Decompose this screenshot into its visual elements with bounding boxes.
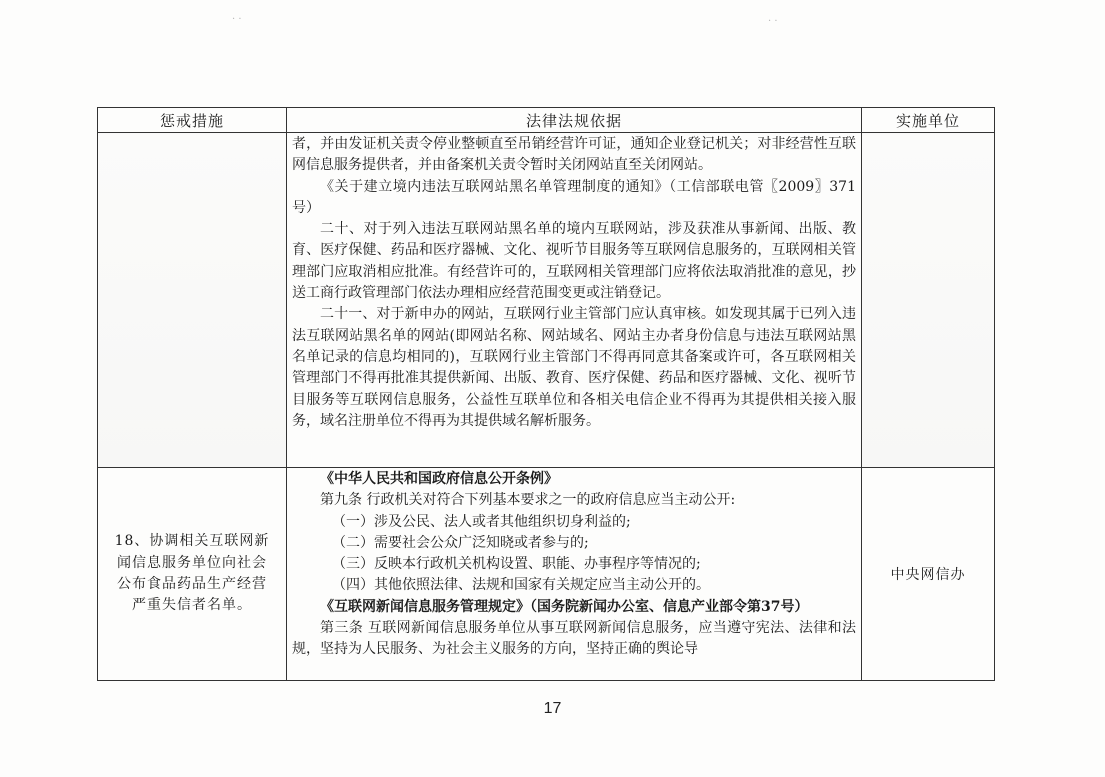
law-document-title: 《互联网新闻信息服务管理规定》（国务院新闻办公室、信息产业部令第37号）: [320, 598, 809, 615]
scan-speck: · ·: [768, 16, 778, 27]
law-paragraph: 二十一、对于新申办的网站，互联网行业主管部门应认真审核。如发现其属于已列入违法互联网站黑名单的网站(即网站名称、网站域名、网站主办者身份信息与违法互联网站黑名单记录的信息均相同的)，互联网行业主管部门不得再同意其备案或许可，各互联网相关管理部门不得再批准其提供新闻、出版、教育、医疗保健、药品和医疗器械、文化、视听节目服务等互联网信息服务，公益性互联单位和各相关电信企业不得再为其提供相关接入服务，域名注册单位不得再为其提供域名解析服务。: [292, 306, 856, 429]
credit-measures-table: [97, 107, 995, 681]
law-clause: （二）需要社会公众广泛知晓或者参与的;: [332, 534, 589, 551]
law-document-title: 《关于建立境内违法互联网站黑名单管理制度的通知》（工信部联电管〖2009〗371号）: [292, 178, 856, 216]
law-paragraph: 者，并由发证机关责令停业整顿直至吊销经营许可证，通知企业登记机关；对非经营性互联网信息服务提供者，并由备案机关责令暂时关闭网站直至关闭网站。: [292, 136, 856, 174]
table-header-row: [98, 108, 995, 133]
table-row: [98, 133, 995, 468]
header-measure: 惩戒措施: [98, 108, 287, 133]
header-legal-basis: 法律法规依据: [287, 108, 862, 133]
law-article: 第九条 行政机关对符合下列基本要求之一的政府信息应当主动公开:: [320, 492, 736, 509]
measure-cell: [98, 133, 287, 468]
law-clause: （四）其他依照法律、法规和国家有关规定应当主动公开的。: [332, 577, 710, 594]
law-article: 第三条 互联网新闻信息服务单位从事互联网新闻信息服务，应当遵守宪法、法律和法规，坚持为人民服务、为社会主义服务的方向，坚持正确的舆论导: [292, 620, 856, 658]
law-clause: （一）涉及公民、法人或者其他组织切身利益的;: [332, 513, 631, 530]
unit-cell: 中央网信办: [862, 468, 995, 681]
header-unit: 实施单位: [862, 108, 995, 133]
legal-basis-cell: [287, 133, 862, 468]
table-row: [98, 468, 995, 681]
unit-cell: [862, 133, 995, 468]
scan-speck: · ·: [232, 14, 242, 25]
law-document-title: 《中华人民共和国政府信息公开条例》: [320, 471, 558, 487]
law-clause: （三）反映本行政机关机构设置、职能、办事程序等情况的;: [332, 556, 701, 573]
measure-cell: 18、协调相关互联网新闻信息服务单位向社会公布食品药品生产经营严重失信者名单。: [98, 468, 287, 681]
legal-basis-cell: [287, 468, 862, 681]
law-paragraph: 二十、对于列入违法互联网站黑名单的境内互联网站，涉及获准从事新闻、出版、教育、医疗保健、药品和医疗器械、文化、视听节目服务等互联网信息服务的，互联网相关管理部门应取消相应批准。有经营许可的，互联网相关管理部门应将依法取消批准的意见，抄送工商行政管理部门依法办理相应经营范围变更或注销登记。: [292, 221, 856, 302]
page-number: 17: [543, 700, 562, 717]
